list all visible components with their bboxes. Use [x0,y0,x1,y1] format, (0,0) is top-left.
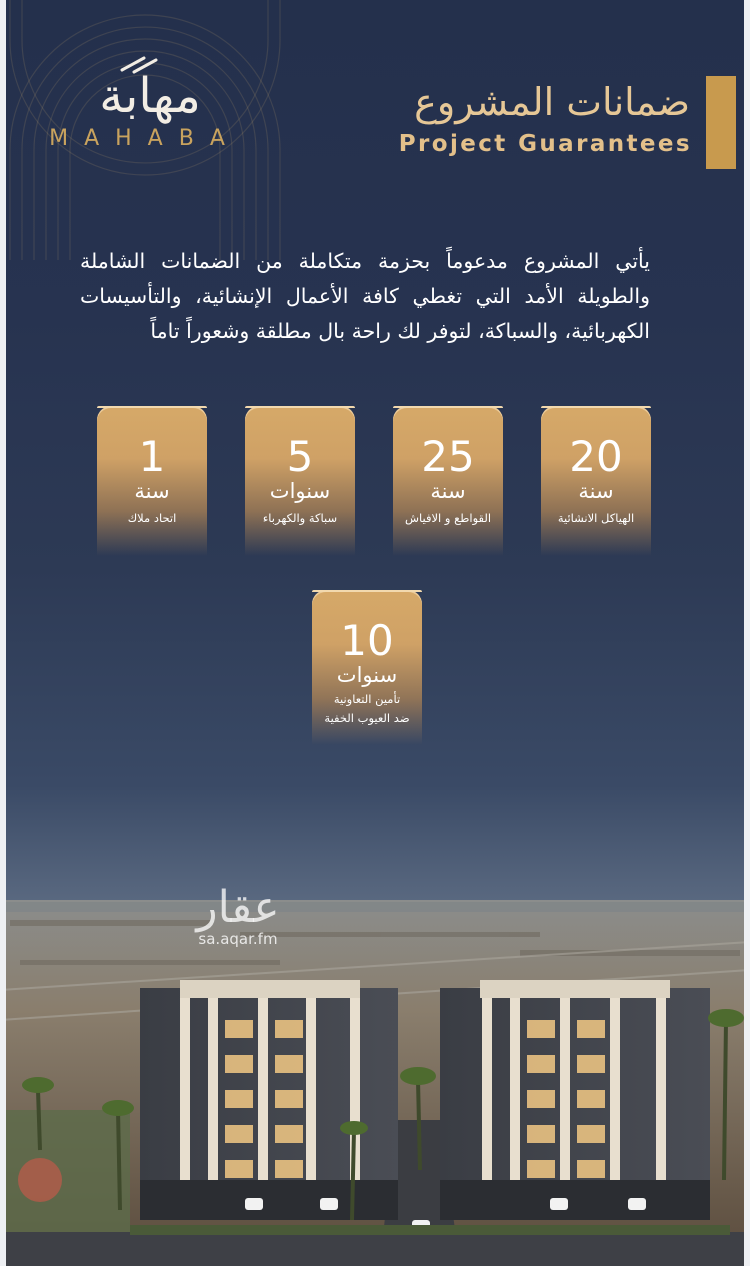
guarantee-unit: سنوات [336,663,398,687]
guarantee-label: اتحاد ملاك [127,511,177,525]
guarantee-label: سباكة والكهرباء [262,511,338,525]
guarantee-unit: سنة [578,479,614,503]
guarantee-years: 10 [340,616,394,665]
guarantee-label-line2: ضد العيوب الخفية [324,711,410,725]
guarantee-card-breakers [393,406,503,556]
guarantee-unit: سنة [430,479,466,503]
title-accent-bar [706,76,736,169]
guarantee-label [312,690,422,728]
watermark-logo-arabic: عقار [196,882,280,933]
guarantee-label: القواطع و الافياش [404,511,492,525]
title-english: Project Guarantees [398,131,692,157]
guarantee-unit: سنوات [269,479,331,503]
logo-arabic: مهابة [99,68,201,124]
guarantee-years: 5 [286,432,314,481]
guarantee-card-insurance [312,590,422,745]
intro-paragraph: يأتي المشروع مدعوماً بحزمة متكاملة من الضمانات الشاملة والطويلة الأمد التي تغطي كافة الأعمال الإنشائية، والتأسيسات الكهربائية، والسباكة، لتوفر لك راحة بال مطلقة وشعوراً تاماً [80,249,650,343]
guarantee-label: الهياكل الانشائية [557,511,635,525]
watermark-url: sa.aqar.fm [198,930,278,948]
guarantee-label-line1: تأمين التعاونية [333,692,401,706]
guarantee-card-plumbing [245,406,355,556]
guarantee-years: 20 [569,432,623,481]
title-arabic: ضمانات المشروع [414,80,690,124]
guarantee-unit: سنة [134,479,170,503]
guarantee-years: 1 [138,432,166,481]
logo-english: MAHABA [49,126,241,151]
guarantee-card-owners-union [97,406,207,556]
guarantee-years: 25 [421,432,475,481]
guarantee-card-structural [541,406,651,556]
building-rendering-image [0,880,750,1266]
